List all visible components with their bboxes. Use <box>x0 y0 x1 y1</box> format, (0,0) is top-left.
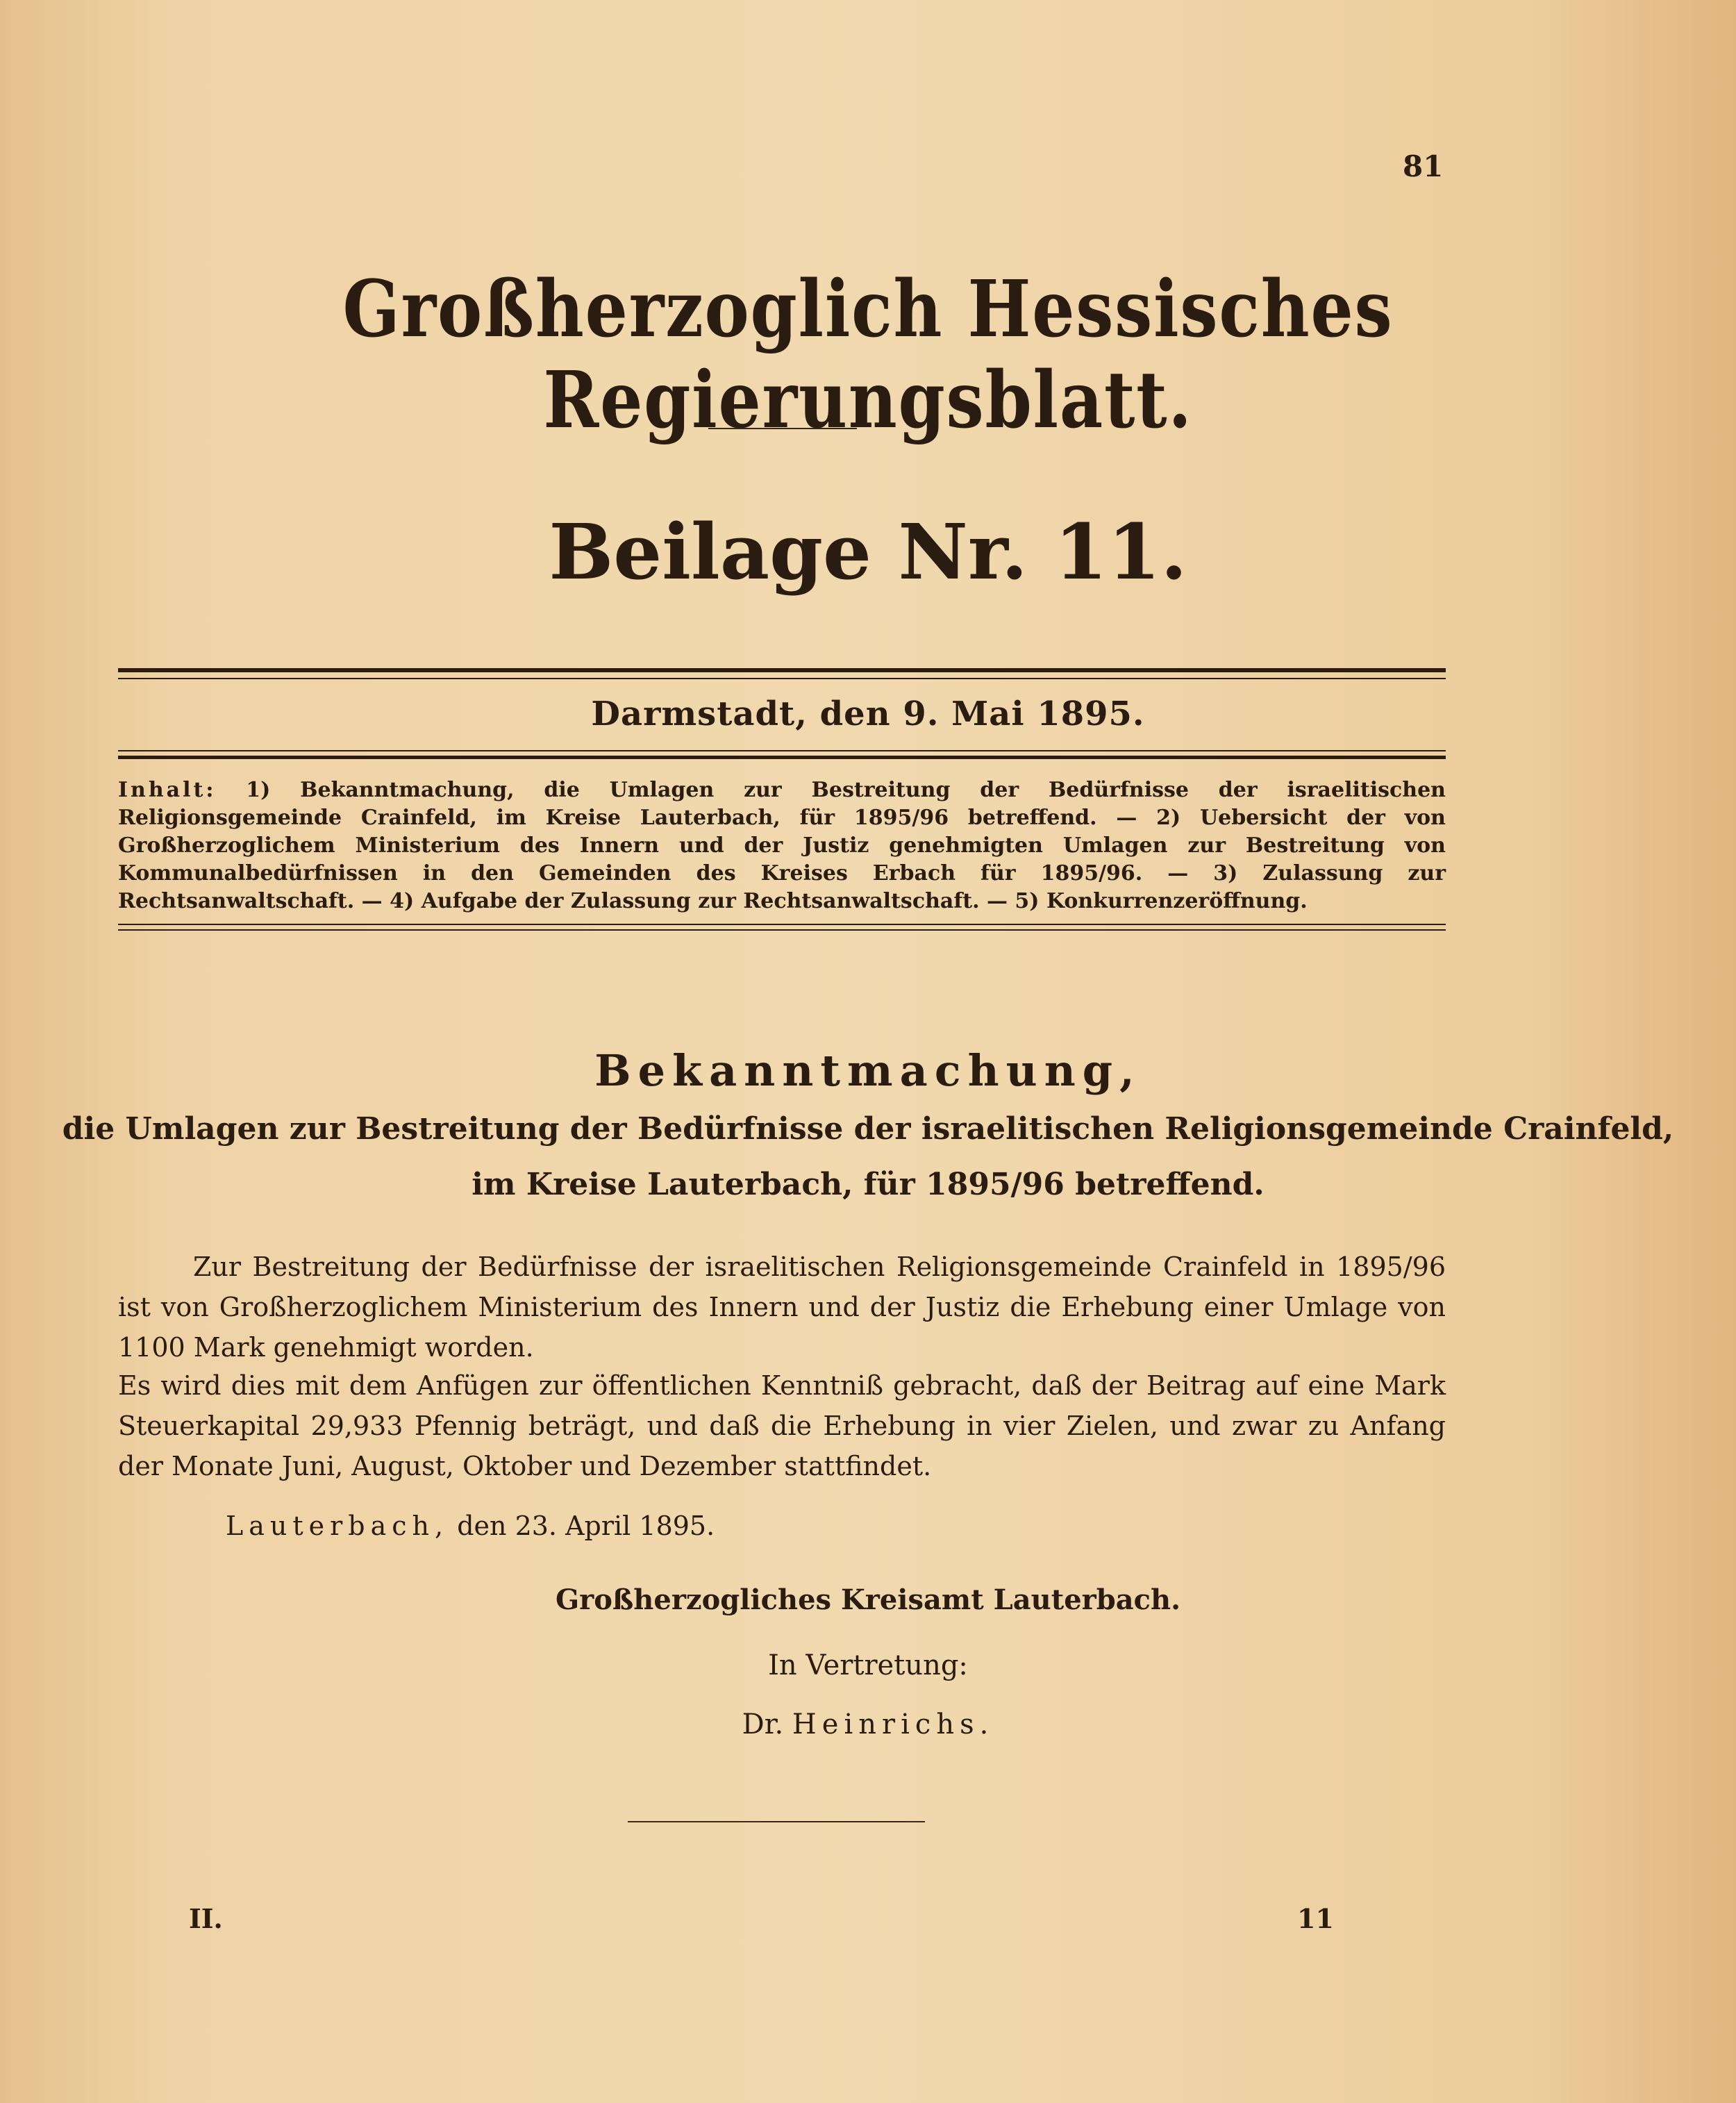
announcement-paragraph-1: Zur Bestreitung der Bedürfnisse der israelitischen Religionsgemeinde Crainfeld in 1895/96 ist von Großherzoglichem Ministerium des Innern und der Justiz die Erhebung einer Umlage von 1100 Mark genehmigt worden. <box>118 1252 1446 1363</box>
page-number: 81 <box>1403 149 1444 183</box>
announcement-subtitle-line2: im Kreise Lauterbach, für 1895/96 betreffend. <box>471 1167 1265 1202</box>
signature-title: Dr. <box>742 1709 784 1740</box>
announcement-heading: Bekanntmachung, <box>594 1045 1142 1096</box>
contents-label: Inhalt: <box>118 778 217 802</box>
table-of-contents <box>118 776 1446 915</box>
dateline: Darmstadt, den 9. Mai 1895. <box>591 695 1145 733</box>
top-rule-thin <box>118 678 1446 679</box>
place-and-date <box>226 1511 715 1541</box>
footer-sheet-number: 11 <box>1297 1903 1334 1934</box>
footer-sheet-mark: II. <box>189 1903 223 1934</box>
place: Lauterbach, <box>226 1511 449 1541</box>
masthead-title: Großherzoglich Hessisches Regierungsblatt. <box>342 264 1394 446</box>
deputy-line: In Vertretung: <box>768 1649 968 1681</box>
masthead-divider <box>708 428 857 429</box>
dateline-rule-thin <box>118 750 1446 751</box>
signature-name: Heinrichs. <box>792 1709 994 1740</box>
contents-rule <box>118 924 1446 925</box>
supplement-title: Beilage Nr. 11. <box>549 507 1187 597</box>
contents-text: 1) Bekanntmachung, die Umlagen zur Bestreitung der Bedürfnisse der israelitischen Religionsgemeinde Crainfeld, im Kreise Lauterbach, für 1895/96 betreffend. — 2) Uebersicht der von Großherzoglichem Ministerium des Innern und der Justiz genehmigten Umlagen zur Bestreitung von Kommunalbedürfnissen in den Gemeinden des Kreises Erbach für 1895/96. — 3) Zulassung zur Rechtsanwaltschaft. — 4) Aufgabe der Zulassung zur Rechtsanwaltschaft. — 5) Konkurrenzeröffnung. <box>118 778 1446 913</box>
announcement-subtitle-line1: die Umlagen zur Bestreitung der Bedürfnisse der israelitischen Religionsgemeinde Crainfeld, <box>62 1111 1674 1147</box>
issuing-authority: Großherzogliches Kreisamt Lauterbach. <box>555 1584 1181 1616</box>
date: den 23. April 1895. <box>457 1511 715 1541</box>
contents-rule-second <box>118 929 1446 931</box>
dateline-rule <box>118 756 1446 759</box>
signature <box>0 1709 1736 1740</box>
closing-rule <box>628 1821 925 1822</box>
announcement-paragraph-2: Es wird dies mit dem Anfügen zur öffentlichen Kenntniß gebracht, daß der Beitrag auf eine Mark Steuerkapital 29,933 Pfennig beträgt, und daß die Erhebung in vier Zielen, und zwar zu Anfang der Monate Juni, August, Oktober und Dezember stattfindet. <box>118 1370 1446 1481</box>
top-rule <box>118 668 1446 672</box>
